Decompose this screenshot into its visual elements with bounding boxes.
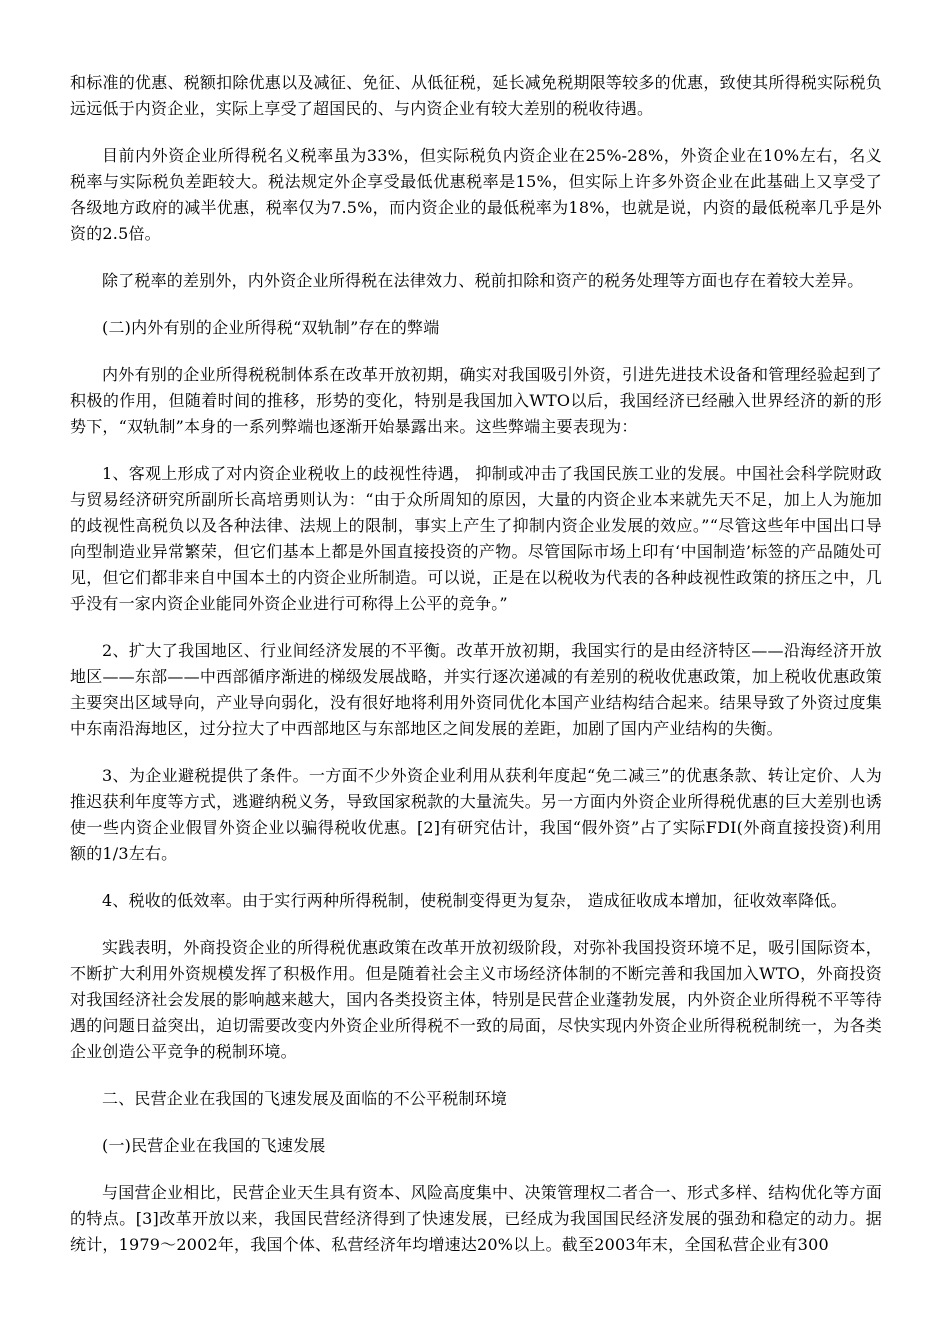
paragraph-tax-rate-comparison: 目前内外资企业所得税名义税率虽为33%，但实际税负内资企业在25%-28%，外资企业在10%左右，名义税率与实际税负差距较大。税法规定外企享受最低优惠税率是15%，但实际上许多外资企业在此基础上又享受了各级地方政府的减半优惠，税率仅为7.5%，而内资企业的最低税率为18%，也就是说，内资的最低税率几乎是外资的2.5倍。 [70, 146, 882, 243]
paragraph-point-1: 1、客观上形成了对内资企业税收上的歧视性待遇， 抑制或冲击了我国民族工业的发展。中国社会科学院财政与贸易经济研究所副所长高培勇则认为：“由于众所周知的原因，大量的内资企业本来就先天不足，加上人为施加的歧视性高税负以及各种法律、法规上的限制，事实上产生了抑制内资企业发展的效应。”“尽管这些年中国出口导向型制造业异常繁荣，但它们基本上都是外国直接投资的产物。尽管国际市场上印有‘中国制造’标签的产品随处可见，但它们都非来自中国本土的内资企业所制造。可以说，正是在以税收为代表的各种歧视性政策的挤压之中，几乎没有一家内资企业能同外资企业进行可称得上公平的竞争。” [70, 464, 882, 613]
paragraph-private-enterprise-features: 与国营企业相比，民营企业天生具有资本、风险高度集中、决策管理权二者合一、形式多样、结构优化等方面的特点。[3]改革开放以来，我国民营经济得到了快速发展，已经成为我国国民经济发展的强劲和稳定的动力。据统计，1979～2002年，我国个体、私营经济年均增速达20%以上。截至2003年末，全国私营企业有300 [70, 1183, 882, 1254]
subsection-heading-rapid-development: (一)民营企业在我国的飞速发展 [102, 1136, 326, 1155]
paragraph-point-3: 3、为企业避税提供了条件。一方面不少外资企业利用从获利年度起“免二减三”的优惠条款、转让定价、人为推迟获利年度等方式，逃避纳税义务，导致国家税款的大量流失。另一方面内外资企业所得税优惠的巨大差别也诱使一些内资企业假冒外资企业以骗得税收优惠。[2]有研究估计，我国“假外资”占了实际FDI(外商直接投资)利用额的1/3左右。 [70, 766, 882, 863]
paragraph-dual-track-intro: 内外有别的企业所得税税制体系在改革开放初期，确实对我国吸引外资，引进先进技术设备和管理经验起到了积极的作用，但随着时间的推移，形势的变化，特别是我国加入WTO以后，我国经济已经融入世界经济的新的形势下，“双轨制”本身的一系列弊端也逐渐开始暴露出来。这些弊端主要表现为： [70, 365, 882, 436]
document-body [70, 70, 882, 1279]
paragraph-continuation: 和标准的优惠、税额扣除优惠以及减征、免征、从低征税，延长减免税期限等较多的优惠，致使其所得税实际税负远远低于内资企业，实际上享受了超国民的、与内资企业有较大差别的税收待遇。 [70, 73, 882, 118]
paragraph-point-4: 4、税收的低效率。由于实行两种所得税制，使税制变得更为复杂， 造成征收成本增加，征收效率降低。 [102, 891, 847, 910]
section-heading-dual-track-drawbacks: (二)内外有别的企业所得税“双轨制”存在的弊端 [102, 318, 440, 337]
paragraph-point-2: 2、扩大了我国地区、行业间经济发展的不平衡。改革开放初期，我国实行的是由经济特区——沿海经济开放地区——东部——中西部循序渐进的梯级发展战略，并实行逐次递减的有差别的税收优惠政策，加上税收优惠政策主要突出区域导向，产业导向弱化，没有很好地将利用外资同优化本国产业结构结合起来。结果导致了外资过度集中东南沿海地区，过分拉大了中西部地区与东部地区之间发展的差距，加剧了国内产业结构的失衡。 [70, 641, 882, 738]
section-heading-private-enterprises: 二、民营企业在我国的飞速发展及面临的不公平税制环境 [102, 1089, 508, 1108]
paragraph-practice-shows: 实践表明，外商投资企业的所得税优惠政策在改革开放初级阶段，对弥补我国投资环境不足，吸引国际资本，不断扩大利用外资规模发挥了积极作用。但是随着社会主义市场经济体制的不断完善和我国加入WTO，外商投资对我国经济社会发展的影响越来越大，国内各类投资主体，特别是民营企业蓬勃发展，内外资企业所得税不平等待遇的问题日益突出，迫切需要改变内外资企业所得税不一致的局面，尽快实现内外资企业所得税税制统一，为各类企业创造公平竞争的税制环境。 [70, 938, 882, 1061]
paragraph-other-differences: 除了税率的差别外，内外资企业所得税在法律效力、税前扣除和资产的税务处理等方面也存在着较大差异。 [102, 271, 864, 290]
